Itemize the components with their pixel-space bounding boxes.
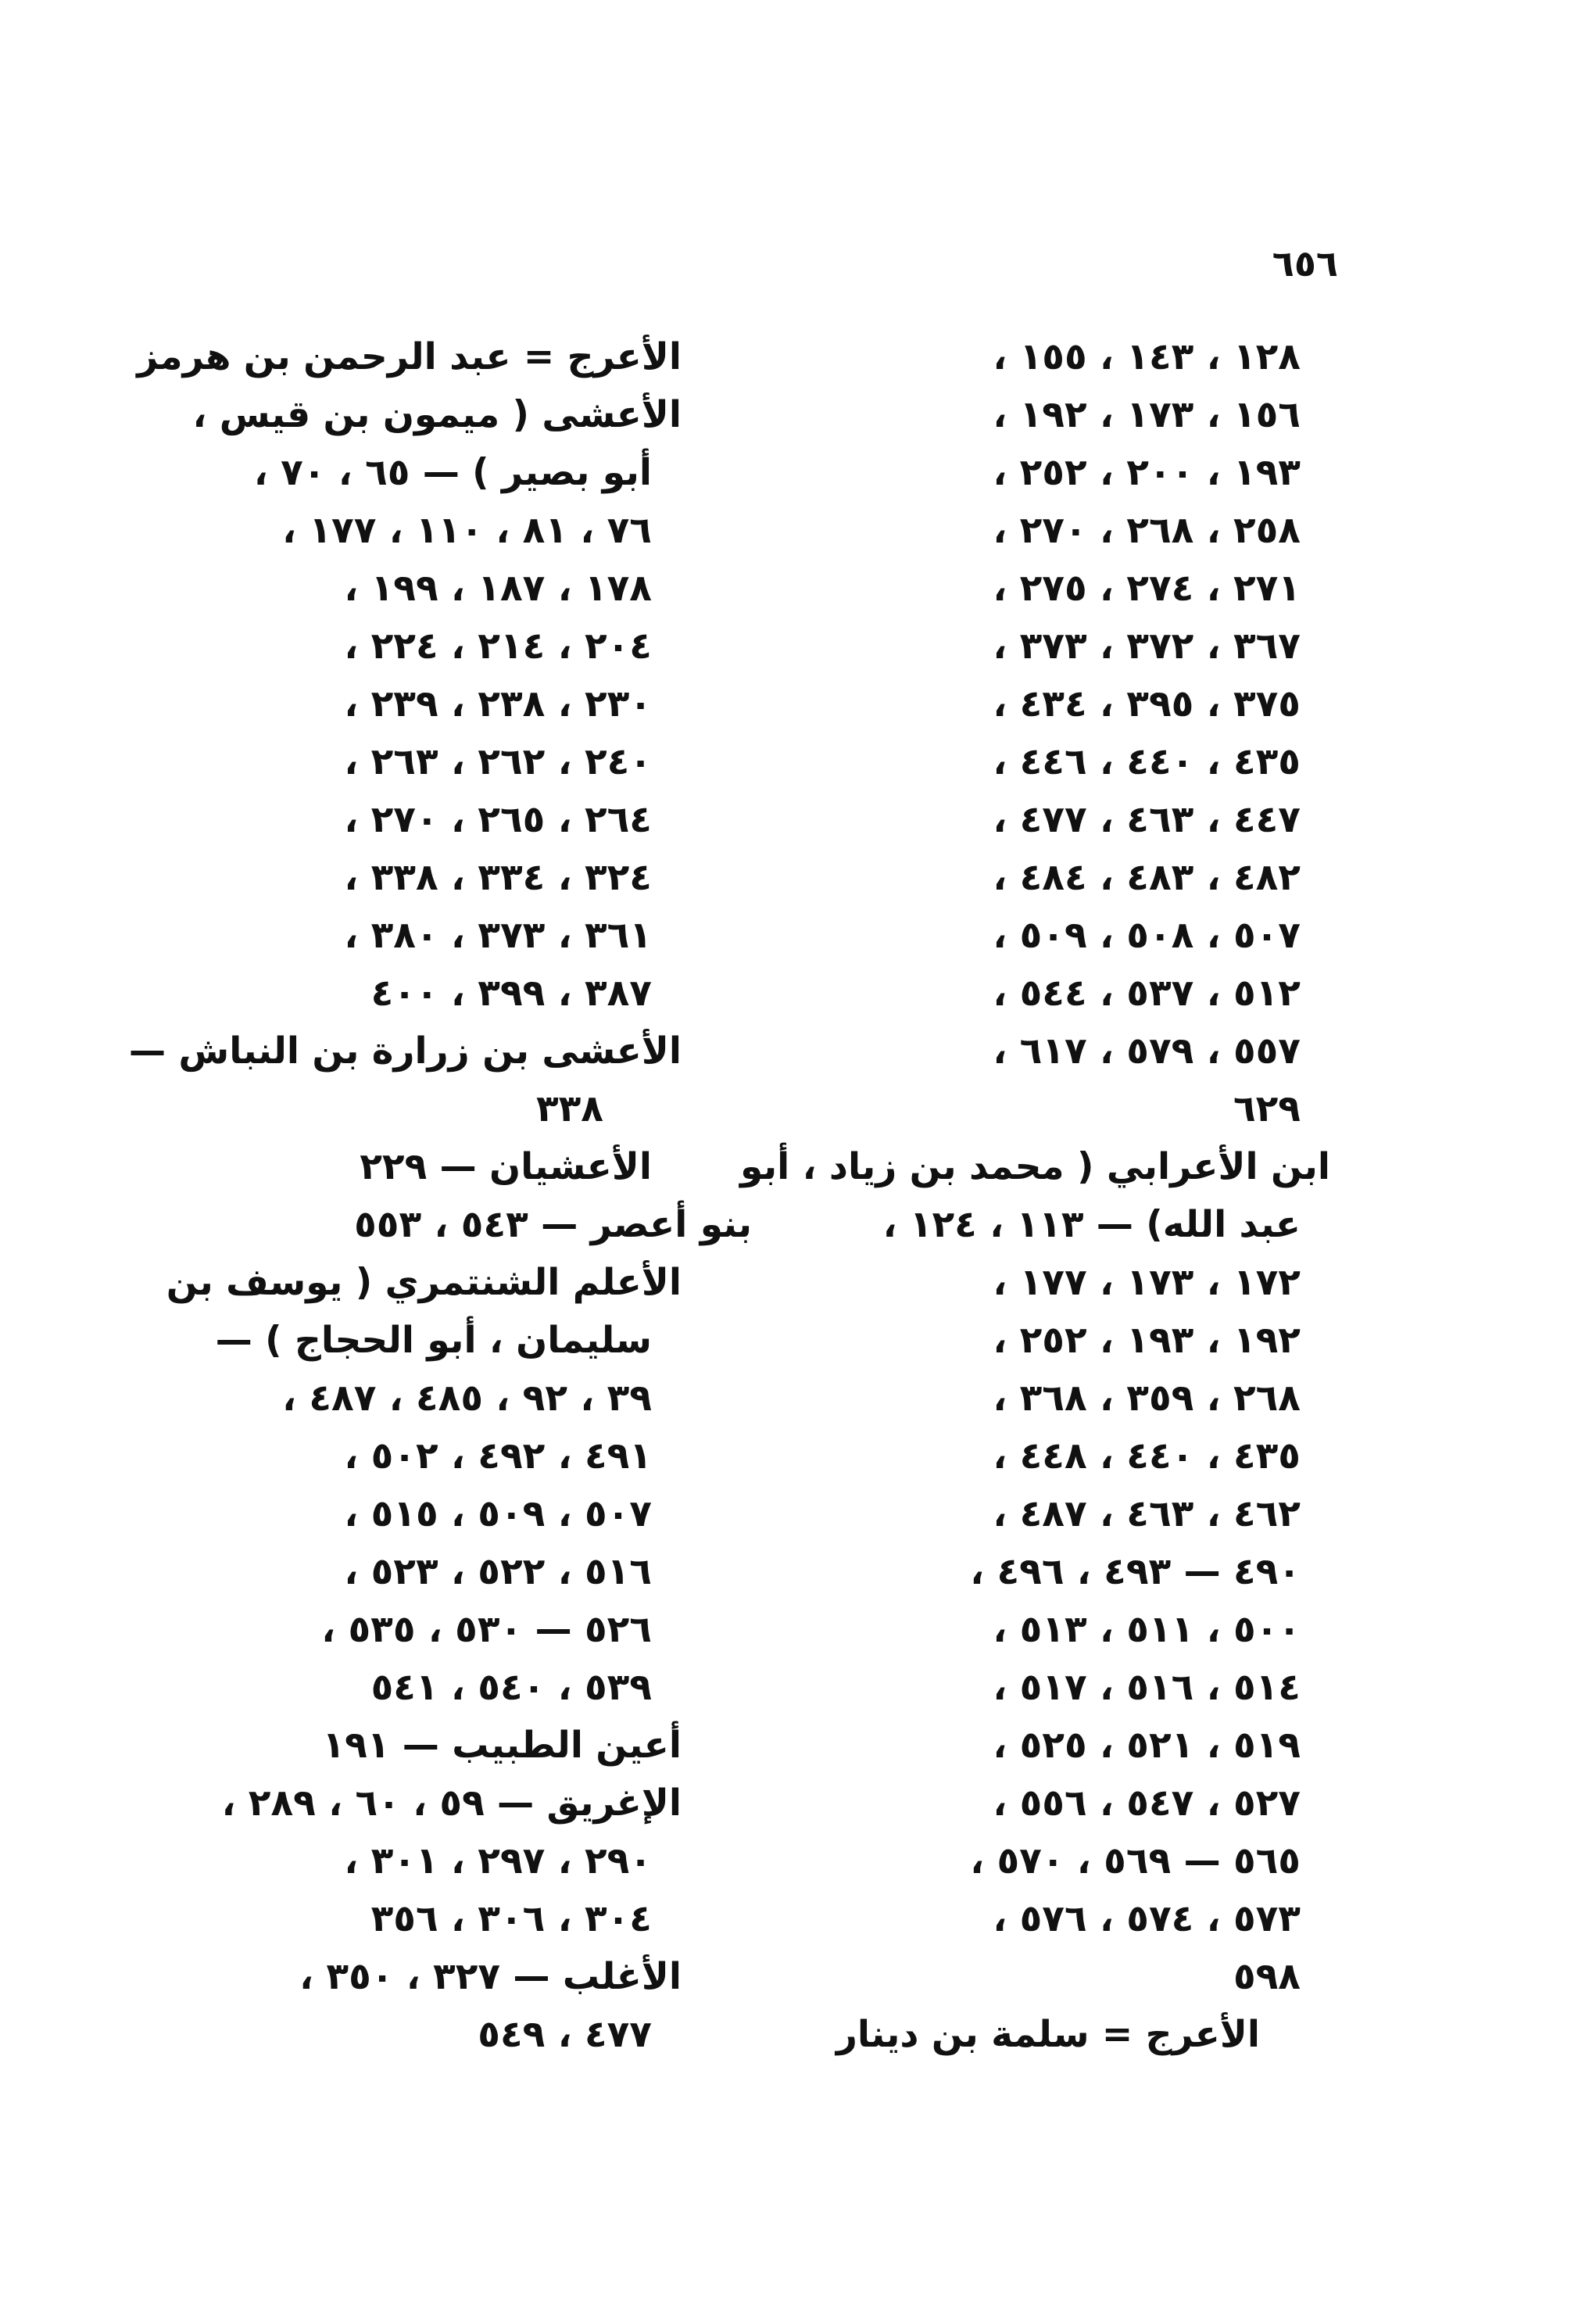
index-line: ٥٠٧ ، ٥٠٨ ، ٥٠٩ ،: [993, 914, 1301, 957]
index-line: ١٧٨ ، ١٨٧ ، ١٩٩ ،: [344, 567, 652, 610]
page-number: ٦٥٦: [1272, 242, 1338, 285]
index-line: ٤٦٢ ، ٤٦٣ ، ٤٨٧ ،: [993, 1492, 1301, 1535]
index-line: ١٩٢ ، ١٩٣ ، ٢٥٢ ،: [993, 1319, 1301, 1362]
index-line: ٥٩٨: [1233, 1955, 1301, 1998]
index-entry-heading: الأعشيان — ٢٢٩: [360, 1145, 652, 1188]
index-line: ٦٢٩: [1233, 1087, 1301, 1130]
index-line: ٣٩ ، ٩٢ ، ٤٨٥ ، ٤٨٧ ،: [282, 1377, 652, 1420]
index-line: أبو بصير ) — ٦٥ ، ٧٠ ،: [253, 451, 652, 494]
index-line: ٢٣٠ ، ٢٣٨ ، ٢٣٩ ،: [344, 682, 652, 725]
index-entry-heading: الأعشى بن زرارة بن النباش —: [129, 1030, 682, 1073]
index-line: ٧٦ ، ٨١ ، ١١٠ ، ١٧٧ ،: [282, 509, 652, 552]
index-line: ٤٩١ ، ٤٩٢ ، ٥٠٢ ،: [344, 1434, 652, 1477]
index-line: ٢٩٠ ، ٢٩٧ ، ٣٠١ ،: [344, 1839, 652, 1882]
index-entry-heading: الأعرج = عبد الرحمن بن هرمز: [137, 335, 682, 378]
index-line: ٤٣٥ ، ٤٤٠ ، ٤٤٦ ،: [993, 740, 1301, 783]
index-line: ٤٤٧ ، ٤٦٣ ، ٤٧٧ ،: [993, 798, 1301, 841]
index-entry-heading: ابن الأعرابي ( محمد بن زياد ، أبو: [740, 1145, 1330, 1188]
index-column-left: [129, 328, 752, 2064]
index-entry-heading: الأعرج = سلمة بن دينار: [836, 2013, 1260, 2056]
index-column-right: [740, 328, 1330, 2064]
index-line: ٣٦١ ، ٣٧٣ ، ٣٨٠ ،: [344, 914, 652, 957]
index-line: سليمان ، أبو الحجاج ) —: [215, 1319, 652, 1362]
index-line: ١٧٢ ، ١٧٣ ، ١٧٧ ،: [993, 1261, 1301, 1304]
index-line: ٥٠٧ ، ٥٠٩ ، ٥١٥ ،: [344, 1492, 652, 1535]
index-line: ٥١٢ ، ٥٣٧ ، ٥٤٤ ،: [993, 972, 1301, 1015]
index-line: عبد الله) — ١١٣ ، ١٢٤ ،: [882, 1203, 1301, 1246]
index-line: ٢٥٨ ، ٢٦٨ ، ٢٧٠ ،: [993, 509, 1301, 552]
index-entry-heading: أعين الطبيب — ١٩١: [322, 1724, 682, 1767]
index-line: ٢٤٠ ، ٢٦٢ ، ٢٦٣ ،: [344, 740, 652, 783]
index-line: ٥١٩ ، ٥٢١ ، ٥٢٥ ،: [993, 1724, 1301, 1767]
index-line: ٣٢٤ ، ٣٣٤ ، ٣٣٨ ،: [344, 856, 652, 899]
index-line: ١٥٦ ، ١٧٣ ، ١٩٢ ،: [993, 393, 1301, 436]
index-line: ٥٢٦ — ٥٣٠ ، ٥٣٥ ،: [321, 1608, 652, 1651]
index-line: ٥٥٧ ، ٥٧٩ ، ٦١٧ ،: [993, 1030, 1301, 1073]
index-line: ٣٧٥ ، ٣٩٥ ، ٤٣٤ ،: [993, 682, 1301, 725]
index-entry-heading: الأعلم الشنتمري ( يوسف بن: [166, 1261, 682, 1304]
index-line: ٥٦٥ — ٥٦٩ ، ٥٧٠ ،: [970, 1839, 1301, 1882]
index-line: ٤٨٢ ، ٤٨٣ ، ٤٨٤ ،: [993, 856, 1301, 899]
index-line: ٢٦٨ ، ٣٥٩ ، ٣٦٨ ،: [993, 1377, 1301, 1420]
index-line: ٢٦٤ ، ٢٦٥ ، ٢٧٠ ،: [344, 798, 652, 841]
index-line: ٥٧٣ ، ٥٧٤ ، ٥٧٦ ،: [993, 1897, 1301, 1940]
index-line: ١٩٣ ، ٢٠٠ ، ٢٥٢ ،: [993, 451, 1301, 494]
index-line: ٣٣٨: [535, 1087, 603, 1130]
index-line: ٣٠٤ ، ٣٠٦ ، ٣٥٦: [370, 1897, 652, 1940]
index-line: ٥١٦ ، ٥٢٢ ، ٥٢٣ ،: [344, 1550, 652, 1593]
index-line: ٥٠٠ ، ٥١١ ، ٥١٣ ،: [993, 1608, 1301, 1651]
index-line: ٢٠٤ ، ٢١٤ ، ٢٢٤ ،: [344, 625, 652, 668]
index-line: ٣٦٧ ، ٣٧٢ ، ٣٧٣ ،: [993, 625, 1301, 668]
index-line: ٤٩٠ — ٤٩٣ ، ٤٩٦ ،: [970, 1550, 1301, 1593]
index-entry-heading: الأغلب — ٣٢٧ ، ٣٥٠ ،: [299, 1955, 682, 1998]
index-line: ٥٢٧ ، ٥٤٧ ، ٥٥٦ ،: [993, 1782, 1301, 1825]
index-line: ٤٣٥ ، ٤٤٠ ، ٤٤٨ ،: [993, 1434, 1301, 1477]
index-line: ٣٨٧ ، ٣٩٩ ، ٤٠٠: [370, 972, 652, 1015]
index-entry-heading: الأعشى ( ميمون بن قيس ،: [192, 393, 682, 436]
index-line: ٤٧٧ ، ٥٤٩: [478, 2013, 652, 2056]
index-entry-heading: بنو أعصر — ٥٤٣ ، ٥٥٣: [354, 1203, 752, 1246]
index-line: ٥٣٩ ، ٥٤٠ ، ٥٤١: [370, 1666, 652, 1709]
index-line: ١٢٨ ، ١٤٣ ، ١٥٥ ،: [993, 335, 1301, 378]
index-line: ٥١٤ ، ٥١٦ ، ٥١٧ ،: [993, 1666, 1301, 1709]
index-entry-heading: الإغريق — ٥٩ ، ٦٠ ، ٢٨٩ ،: [221, 1782, 682, 1825]
index-line: ٢٧١ ، ٢٧٤ ، ٢٧٥ ،: [993, 567, 1301, 610]
